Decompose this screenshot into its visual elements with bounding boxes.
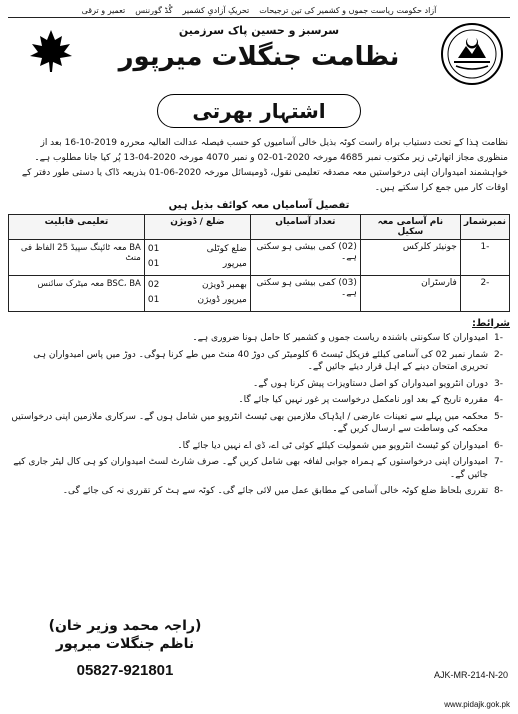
list-item: [8, 394, 510, 407]
condition-number: -4: [494, 395, 503, 405]
intro-paragraph: [8, 136, 510, 196]
table-row: [9, 276, 510, 312]
priority-text: گُڈ گورننس: [135, 6, 173, 15]
list-item: [8, 485, 510, 498]
officer-designation: ناظم جنگلات میرپور: [55, 636, 195, 652]
district-count: 01: [147, 244, 160, 254]
vacancies-table: [8, 214, 510, 312]
district-name: بھمبر ڈویژن: [202, 280, 247, 290]
signature-block: [20, 618, 230, 679]
list-item: [8, 349, 510, 374]
list-item: [8, 378, 510, 391]
priority-text: تحریکِ آزادیِ کشمیر: [182, 6, 250, 15]
reference-number: AJK-MR-214-N-20: [433, 670, 508, 680]
condition-number: -7: [494, 457, 503, 467]
ad-title-container: [8, 94, 510, 128]
column-header: نام آسامی معہ سکیل: [360, 215, 460, 240]
district-count: 01: [147, 295, 160, 305]
condition-text: امیدواران اپنی درخواستوں کے ہمراہ جوابی لفافہ بھی شامل کریں گے۔ صرف شارٹ لسٹ امیدواران کو ہی کال لیٹر جاری کیے جائیں گے۔: [13, 457, 488, 480]
condition-text: شمار نمبر 02 کی آسامی کیلئے فزیکل ٹیسٹ 6 کلومیٹر کی دوڑ 40 منٹ میں طے کرنا ہوگی۔ دوڑ میں پاس امیدواران ہی تحریری امتحان دینے کے اہل قرار دیئے جائیں گے۔: [33, 349, 488, 372]
department-header: [8, 22, 510, 88]
qualification-cell: BA معہ ٹائپنگ سپیڈ 25 الفاظ فی منٹ: [9, 240, 145, 276]
table-row: [9, 240, 510, 276]
list-item: [8, 456, 510, 481]
district-cell: [144, 240, 250, 276]
district-name: میرپور: [222, 259, 247, 269]
district-count: 01: [147, 259, 160, 269]
serial-cell: -2: [460, 276, 509, 312]
government-priorities-strip: [8, 6, 510, 18]
column-header: تعلیمی قابلیت: [9, 215, 145, 240]
district-name: ضلع کوٹلی: [206, 244, 247, 254]
post-count-cell: (02) کمی بیشی ہو سکتی ہے۔: [250, 240, 360, 276]
contact-phone: 05827-921801: [76, 662, 174, 679]
condition-text: دوران انٹرویو امیدواران کو اصل دستاویزات پیش کرنا ہوں گے۔: [252, 378, 488, 389]
column-header: ضلع / ڈویژن: [144, 215, 250, 240]
post-count-cell: (03) کمی بیشی ہو سکتی ہے۔: [250, 276, 360, 312]
district-count: 02: [147, 280, 160, 290]
condition-number: -3: [494, 378, 503, 389]
officer-name: (راجہ محمد وزیر خان): [48, 618, 202, 634]
condition-text: محکمہ میں پہلے سے تعینات عارضی / ایڈہاک ملازمین بھی ٹیسٹ انٹرویو میں شامل ہوں گے۔ سرکاری ملازمین اپنی درخواستیں محکمہ کی وساطت سے ارسال کریں گے۔: [11, 411, 488, 434]
qualification-cell: BSC، BA معہ میٹرک سائنس: [9, 276, 145, 312]
list-item: [8, 440, 510, 453]
list-item: [8, 332, 510, 345]
condition-number: -6: [494, 440, 503, 451]
conditions-heading: شرائط:: [472, 318, 510, 329]
post-name-cell: فارسٹران: [360, 276, 460, 312]
post-name-cell: جونیئر کلرکس: [360, 240, 460, 276]
serial-cell: -1: [460, 240, 509, 276]
condition-text: مقررہ تاریخ کے بعد اور نامکمل درخواست پر غور نہیں کیا جائے گا۔: [238, 395, 488, 405]
ad-title: اشتہار بھرتی: [157, 94, 360, 128]
list-item: [8, 411, 510, 436]
condition-number: -5: [494, 411, 503, 422]
website-url: www.pidajk.gok.pk: [444, 700, 510, 709]
condition-text: امیدواران کو ٹیسٹ انٹرویو میں شمولیت کیلئے کوئی ٹی اے، ڈی اے نہیں دیا جائے گا۔: [177, 440, 488, 451]
department-name: نظامت جنگلات میرپور: [118, 42, 400, 72]
column-header: نمبرشمار: [460, 215, 509, 240]
slogan: سرسبز و حسین پاک سرزمین: [178, 24, 340, 37]
table-header-row: [9, 215, 510, 240]
condition-number: -1: [494, 333, 503, 343]
district-cell: [144, 276, 250, 312]
condition-number: -8: [494, 486, 503, 496]
condition-number: -2: [494, 349, 503, 360]
priority-text: تعمیر و ترقی: [81, 6, 126, 15]
condition-text: تقرری بلحاظ ضلع کوٹہ خالی آسامی کے مطابق عمل میں لائی جائے گی۔ کوٹہ سے ہٹ کر تقرری نہ کی جائے گی۔: [62, 486, 488, 496]
priority-text: آزاد حکومت ریاست جموں و کشمیر کی تین ترجیحات: [259, 6, 437, 15]
posts-detail-heading: تفصیل آسامیاں معہ کوائف بذیل ہیں: [168, 200, 350, 211]
intro-text: نظامت ہٰذا کے تحت دستیاب براہ راست کوٹہ بذیل خالی آسامیوں کو حسب فیصلہ عدالت العالیہ محررہ 2019-10-16 بعد از منظوری مجاز اتھارٹی زیر مکتوب نمبر 4685 مورخہ 2020-01-02 و نمبر 4070 مورخہ 2020-04-13 پُر کیا جانا مطلوب ہے۔ خواہشمند امیدواران اپنی درخواستیں معہ مصدقہ تعلیمی نقول، ڈومیسائل مورخہ 2020-06-01 بذریعہ ڈاک یا دستی طور دفتر کے اوقات کار میں جمع کرا سکتے ہیں۔: [21, 138, 508, 193]
condition-text: امیدواران کا سکونتی باشندہ ریاست جموں و کشمیر کا حامل ہونا ضروری ہے۔: [192, 333, 488, 343]
conditions-list: [8, 332, 510, 498]
district-name: میرپور ڈویژن: [197, 295, 247, 305]
column-header: تعداد آسامیاں: [250, 215, 360, 240]
